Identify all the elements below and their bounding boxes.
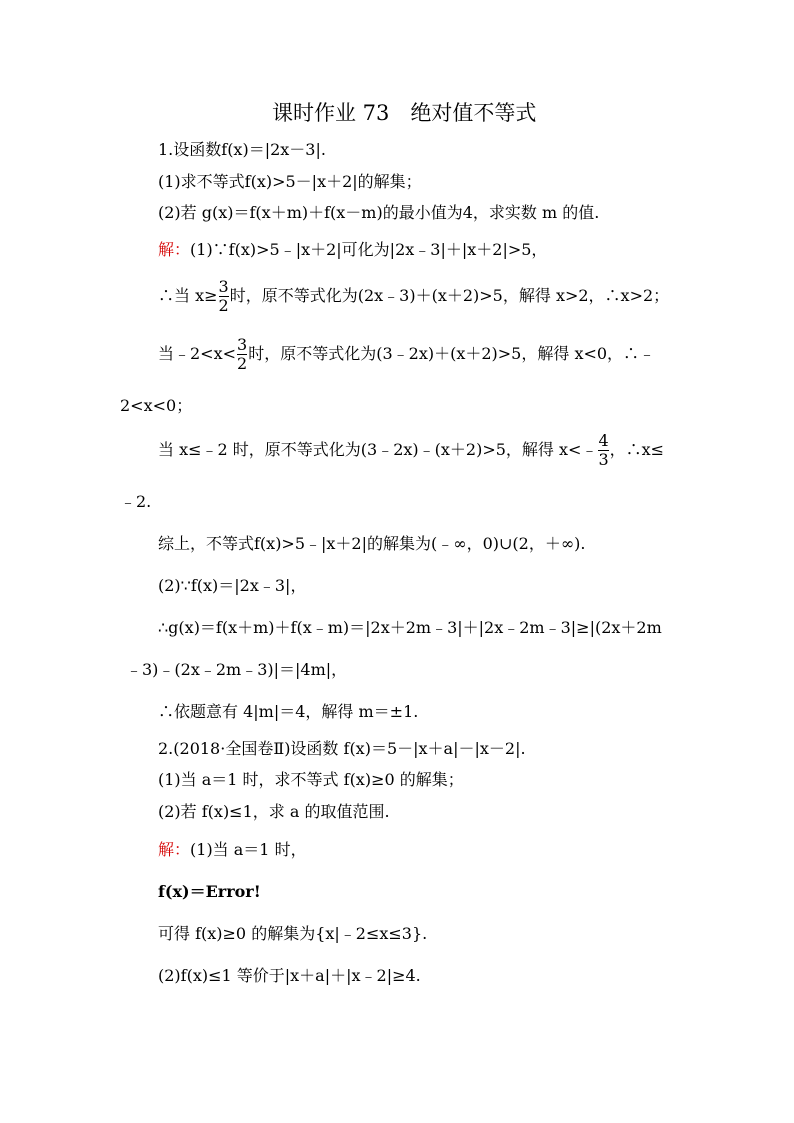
- solution1-text3a: 当﹣2<x<: [158, 344, 237, 363]
- solution2-line3: 可得 f(x)≥0 的解集为{x|﹣2≤x≤3}.: [158, 924, 428, 943]
- fraction-numerator: 4: [598, 431, 609, 450]
- solution1-text5a: 当 x≤﹣2 时，原不等式化为(3﹣2x)﹣(x＋2)>5，解得 x<﹣: [158, 440, 598, 459]
- fraction-denominator: 2: [218, 296, 229, 315]
- solution2-line4: (2)f(x)≤1 等价于|x＋a|＋|x﹣2|≥4.: [158, 966, 421, 985]
- solution2-text1: (1)当 a＝1 时，: [190, 840, 307, 859]
- solution1-text3b: 时，原不等式化为(3﹣2x)＋(x＋2)>5，解得 x<0，∴﹣: [248, 344, 656, 363]
- solution1-text1: (1)∵f(x)>5﹣|x＋2|可化为|2x﹣3|＋|x＋2|>5，: [190, 240, 548, 259]
- problem1-stem: 1.设函数f(x)＝|2x－3|.: [158, 140, 326, 159]
- page-title: 课时作业 73 绝对值不等式: [272, 101, 537, 125]
- solution1-line6: ﹣2.: [120, 492, 152, 511]
- problem1-part1: (1)求不等式f(x)>5－|x＋2|的解集；: [158, 172, 422, 191]
- solution1-text2b: 时，原不等式化为(2x﹣3)＋(x＋2)>5，解得 x>2，∴x>2；: [229, 286, 670, 305]
- solution1-line8: (2)∵f(x)＝|2x﹣3|，: [158, 576, 307, 595]
- fraction-4-over-3: [598, 432, 608, 469]
- fraction-3-over-2: [219, 278, 229, 315]
- solution1-line7: 综上，不等式f(x)>5﹣|x＋2|的解集为(﹣∞，0)∪(2，＋∞).: [158, 534, 586, 553]
- solution1-line11: ∴依题意有 4|m|＝4，解得 m＝±1.: [158, 702, 419, 721]
- solution1-line4: 2<x<0；: [120, 396, 193, 415]
- fraction-denominator: 2: [237, 354, 248, 373]
- solution1-text2a: ∴当 x≥: [158, 286, 218, 305]
- solution1-line3: [158, 334, 655, 374]
- solution2-line2: f(x)＝Error!: [158, 882, 261, 901]
- solution1-line9: ∴g(x)＝f(x＋m)＋f(x﹣m)＝|2x＋2m﹣3|＋|2x﹣2m﹣3|≥|(2x＋2m: [158, 618, 662, 637]
- solution1-line1: [158, 240, 547, 260]
- problem2-part1: (1)当 a＝1 时，求不等式 f(x)≥0 的解集；: [158, 770, 464, 789]
- problem1-part2: (2)若 g(x)＝f(x＋m)＋f(x－m)的最小值为4，求实数 m 的值.: [158, 203, 600, 222]
- solution1-line5: [158, 430, 664, 470]
- solution-label: 解：: [158, 840, 191, 859]
- solution2-line1: [158, 840, 307, 860]
- problem2-part2: (2)若 f(x)≤1，求 a 的取值范围.: [158, 802, 390, 821]
- solution1-text5b: ，∴x≤: [609, 440, 665, 459]
- problem2-stem: 2.(2018·全国卷Ⅱ)设函数 f(x)＝5－|x＋a|－|x－2|.: [158, 739, 526, 758]
- fraction-denominator: 3: [598, 450, 609, 469]
- fraction-numerator: 3: [237, 335, 248, 354]
- solution-label: 解：: [158, 240, 191, 259]
- fraction-numerator: 3: [218, 277, 229, 296]
- solution1-line10: ﹣3)﹣(2x﹣2m﹣3)|＝|4m|，: [126, 660, 348, 679]
- fraction-3-over-2: [237, 336, 247, 373]
- solution1-line2: [158, 276, 669, 316]
